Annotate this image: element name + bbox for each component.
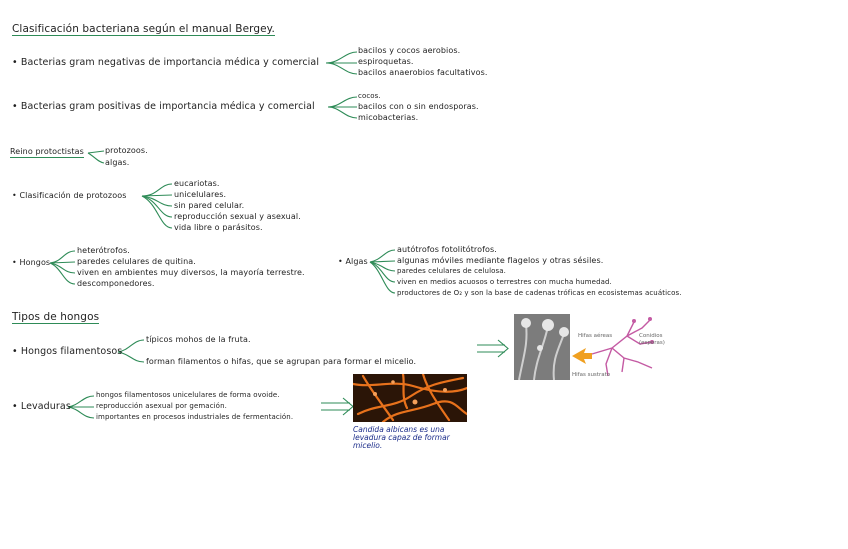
hongos-text: Hongos: [19, 258, 51, 267]
hifas-sustrato-label: Hifas sustrato: [572, 372, 611, 378]
list-item: paredes celulares de celulosa.: [397, 267, 506, 275]
arrow-line: [477, 340, 508, 357]
conidios-label: Conidios: [639, 333, 663, 339]
list-item: viven en medios acuosos o terrestres con mucha humedad.: [397, 278, 612, 286]
connector: [68, 407, 94, 418]
list-item: viven en ambientes muy diversos, la mayoría terrestre.: [77, 268, 305, 277]
list-item: importantes en procesos industriales de fermentación.: [96, 413, 294, 421]
connector: [326, 52, 357, 63]
gram-positivas-text: Bacterias gram positivas de importancia médica y comercial: [20, 101, 315, 112]
candida-photo: [353, 374, 467, 422]
connector: [326, 63, 357, 74]
levaduras-text: Levaduras: [20, 401, 71, 412]
list-item: paredes celulares de quitina.: [77, 257, 196, 266]
list-item: hongos filamentosos unicelulares de forma ovoide.: [96, 391, 280, 399]
list-item: bacilos y cocos aerobios.: [358, 46, 461, 55]
list-item: bacilos anaerobios facultativos.: [358, 68, 488, 77]
esporas-label: (esporas): [639, 340, 665, 346]
bullet: •: [12, 258, 17, 267]
gram-negativas-text: Bacterias gram negativas de importancia médica y comercial: [20, 57, 320, 68]
list-item: micobacterias.: [358, 113, 419, 122]
gram-positivas-label: [12, 101, 315, 112]
list-item: unicelulares.: [174, 190, 227, 199]
arrow-line: [321, 398, 353, 415]
hongos-label: [12, 258, 50, 268]
page-title: Clasificación bacteriana según el manual Bergey.: [12, 23, 275, 35]
connector: [68, 396, 94, 407]
list-item: reproducción asexual por gemación.: [96, 402, 227, 410]
list-item: forman filamentos o hifas, que se agrupan para formar el micelio.: [146, 357, 417, 366]
bullet: •: [12, 401, 18, 412]
connector: [370, 250, 395, 262]
list-item: vida libre o parásitos.: [174, 223, 263, 232]
list-item: autótrofos fotolitótrofos.: [397, 245, 497, 254]
list-item: heterótrofos.: [77, 246, 130, 255]
hongos-filamentosos-text: Hongos filamentosos: [20, 346, 123, 357]
connector: [50, 251, 75, 263]
hifas-aereas-label: Hifas aéreas: [578, 333, 613, 339]
list-item: protozoos.: [105, 146, 148, 155]
list-item: sin pared celular.: [174, 201, 245, 210]
connector: [142, 184, 172, 196]
candida-graphic: [353, 374, 467, 422]
bullet: •: [12, 101, 18, 112]
candida-caption-line: levadura capaz de formar: [353, 433, 450, 442]
candida-caption-line: micelio.: [353, 441, 383, 450]
algas-text: Algas: [345, 257, 368, 266]
mold-micrograph-image: [514, 314, 570, 380]
hyphae-diagram: [572, 314, 662, 380]
list-item: algas.: [105, 158, 130, 167]
bullet: •: [12, 191, 17, 200]
connector: [50, 263, 75, 284]
bullet: •: [12, 346, 18, 357]
connector: [50, 263, 75, 273]
levaduras-label: [12, 401, 71, 412]
connector: [328, 97, 357, 107]
list-item: descomponedores.: [77, 279, 155, 288]
bullet: •: [12, 57, 18, 68]
mold-micrograph-graphic: [514, 314, 570, 380]
list-item: eucariotas.: [174, 179, 220, 188]
candida-caption-line: Candida albicans es una: [353, 425, 445, 434]
protozoos-label: [12, 191, 126, 201]
protozoos-text: Clasificación de protozoos: [19, 191, 127, 200]
list-item: reproducción sexual y asexual.: [174, 212, 301, 221]
tipos-de-hongos-title: Tipos de hongos: [12, 311, 100, 323]
connector: [328, 107, 357, 118]
list-item: espiroquetas.: [358, 57, 414, 66]
list-item: algunas móviles mediante flagelos y otras sésiles.: [397, 256, 604, 265]
list-item: productores de O₂ y son la base de cadenas tróficas en ecosistemas acuáticos.: [397, 289, 682, 297]
list-item: bacilos con o sin endosporas.: [358, 102, 479, 111]
gram-negativas-label: [12, 57, 319, 68]
bullet: •: [338, 257, 343, 266]
connector: [88, 151, 104, 153]
algas-label: [338, 257, 368, 267]
list-item: cocos.: [358, 92, 381, 100]
hongos-filamentosos-label: [12, 346, 122, 357]
list-item: típicos mohos de la fruta.: [146, 335, 251, 344]
connector: [88, 153, 104, 163]
reino-protoctistas-label: Reino protoctistas: [10, 147, 84, 156]
